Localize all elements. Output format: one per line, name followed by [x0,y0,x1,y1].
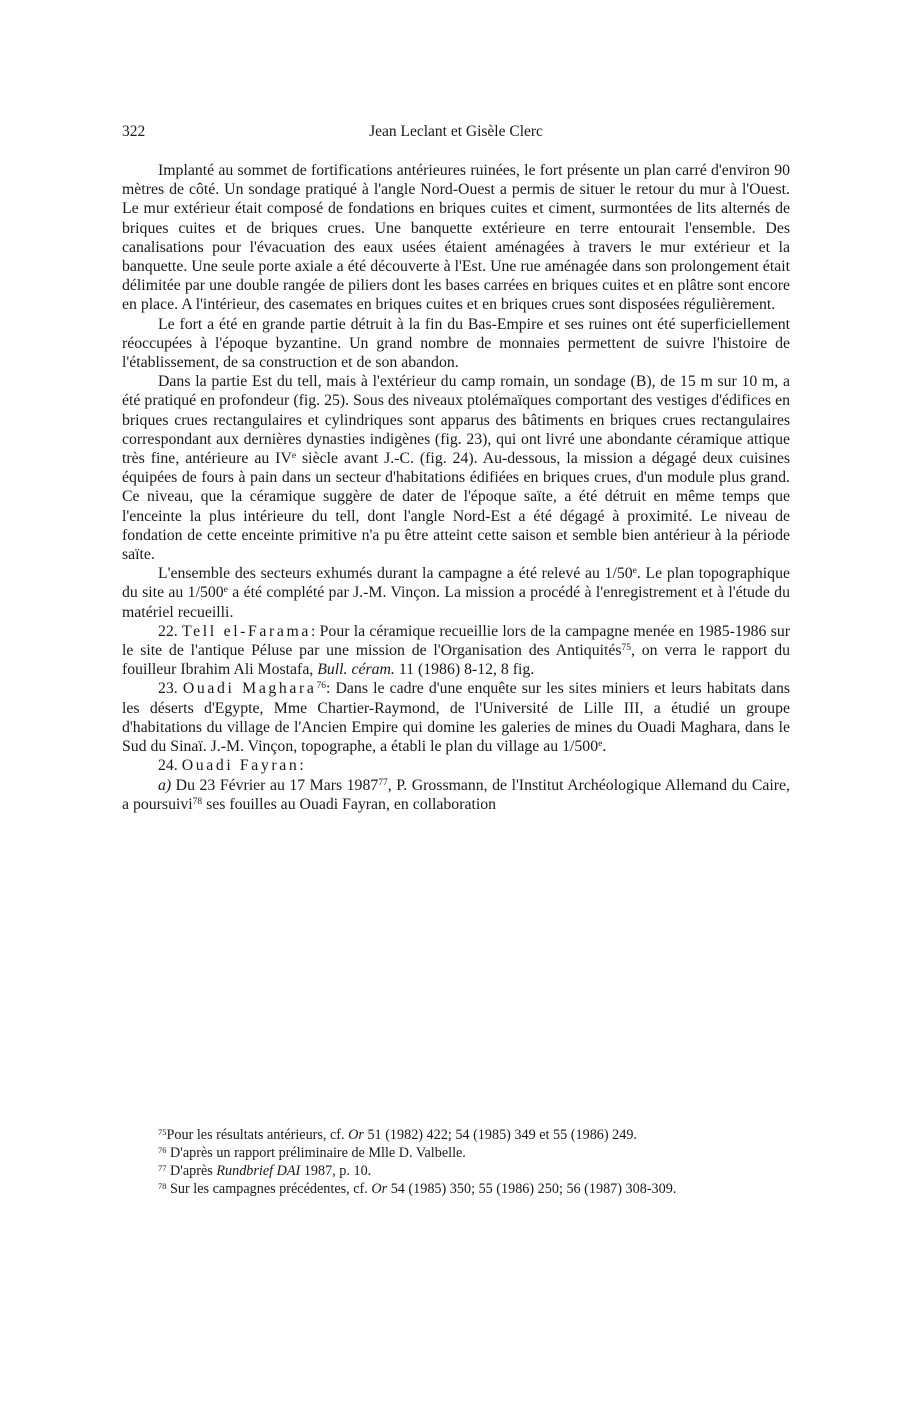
footnote-ref-77: 77 [378,777,388,788]
text-run: ses fouilles au Ouadi Fayran, en collaboration [202,795,497,813]
footnote-number: 76 [158,1145,167,1155]
text-run: 1987, p. 10. [300,1163,372,1179]
text-run: : Dans le cadre d'une enquête sur les sites miniers et leurs habitats dans les déserts d'Egypte, Mme Chartier-Raymond, de l'Université de Lille III, a étudié un groupe d'habitations du village de l'Ancien Empire qui domine les galeries de mines du Ouadi Maghara, dans le Sud du Sinaï. J.-M. Vinçon, topographe, a établi le plan du village au 1/500 [122,680,790,756]
footnote-ref-76: 76 [316,681,327,692]
section-23-ouadi-maghara [122,679,790,756]
superscript: e [291,451,297,462]
text-run: , on verra le rapport du fouilleur Ibrahim Ali Mostafa, [122,642,790,679]
text-run: , P. Grossmann, de l'Institut Archéologique Allemand du Caire, a poursuivi [122,776,790,813]
paragraph-sondage-b [122,372,790,564]
superscript: e [223,585,228,596]
text-run: 11 (1986) 8-12, 8 fig. [394,661,535,679]
section-label: Tell el-Farama [182,622,312,640]
footnote-ref-75: 75 [621,643,632,654]
text-run: L'ensemble des secteurs exhumés durant la campagne a été relevé au 1/50 [158,565,633,583]
section-24-ouadi-fayran [122,756,790,775]
section-number: 24. [158,757,178,775]
section-number: 22. [158,622,178,640]
footnote-77 [122,1162,790,1180]
text-run: Dans la partie Est du tell, mais à l'extérieur du camp romain, un sondage (B), de 15 m sur 10 m, a été pratiqué en profondeur (fig. 25). Sous des niveaux ptolémaïques comportant des vestiges d'édifices en briques crues rectangulaires et cylindriques sont apparus des bâtiments en briques crues rectangulaires correspondant aux dernières dynasties indigènes (fig. 23), qui ont livré une abondante céramique attique très fine, antérieure au IV [122,373,790,468]
footnote-number: 75 [158,1127,167,1137]
text-run: 54 (1985) 350; 55 (1986) 250; 56 (1987) 308-309. [387,1181,677,1197]
section-label: Ouadi Fayran [181,757,300,775]
paragraph-fort-destruction: Le fort a été en grande partie détruit à la fin du Bas-Empire et ses ruines ont été superficiellement réoccupées à l'époque byzantine. Un grand nombre de monnaies permettent de suivre l'histoire de l'établissement, de sa construction et de son abandon. [122,315,790,372]
item-letter: a) [158,776,172,794]
footnotes [122,1126,790,1198]
running-title: Jean Leclant et Gisèle Clerc [369,123,543,140]
text-run: siècle avant J.-C. (fig. 24). Au-dessous, la mission a dégagé deux cuisines équipées de fours à pain dans un secteur d'habitations édifiées en briques crues, d'un module plus grand. Ce niveau, que la céramique suggère de dater de l'époque saïte, a été détruit en même temps que l'enceinte la plus intérieure du tell, dont l'angle Nord-Est a été dégagé à proximité. Le niveau de fondation de cette enceinte primitive n'a pu être atteint cette saison et semble bien antérieur à la période saïte. [122,450,790,564]
superscript: e [632,566,637,577]
text-run: : Pour la céramique recueillie lors de la campagne menée en 1985-1986 sur le site de l'antique Péluse par une mission de l'Organisation des Antiquités [122,622,791,660]
paragraph-fort-description: Implanté au sommet de fortifications antérieures ruinées, le fort présente un plan carré d'environ 90 mètres de côté. Un sondage pratiqué à l'angle Nord-Ouest a permis de situer le retour du mur à l'Ouest. Le mur extérieur était composé de fondations en briques cuites et ciment, surmontées de lits alternés de briques cuites et de briques crues. Une banquette extérieure en terre entourait l'ensemble. Des canalisations pour l'évacuation des eaux usées étaient aménagées à travers le mur extérieur et la banquette. Une seule porte axiale a été découverte à l'Est. Une rue aménagée dans son prolongement était délimitée par une double rangée de piliers dont les bases carrées en briques cuites et en plâtre sont encore en place. A l'intérieur, des casemates en briques cuites et en briques crues sont disposées régulièrement. [122,162,790,314]
section-22-tell-el-farama [122,622,790,680]
paragraph-survey [122,564,790,622]
text-run: 51 (1982) 422; 54 (1985) 349 et 55 (1986) 249. [363,1127,637,1143]
body-text [122,161,790,814]
section-24a [122,776,790,814]
text-run: : [299,757,304,775]
superscript: e [598,739,603,750]
text-run: a été complété par J.-M. Vinçon. La mission a procédé à l'enregistrement et à l'étude du matériel recueilli. [122,584,790,621]
text-run: . Le plan topographique du site au 1/500 [122,565,790,602]
journal-title: Or [371,1181,388,1197]
footnote-number: 77 [158,1163,167,1173]
section-label: Ouadi Maghara [182,680,317,698]
footnote-76 [122,1144,790,1162]
text-run: Pour les résultats antérieurs, cf. [166,1127,349,1143]
footnote-75 [122,1126,790,1144]
section-number: 23. [158,680,178,698]
page-number: 322 [122,123,146,140]
journal-title: Rundbrief DAI [216,1163,301,1179]
footnote-78 [122,1180,790,1198]
text-run: D'après [170,1163,217,1179]
text-run: D'après un rapport préliminaire de Mlle D. Valbelle. [170,1145,466,1161]
footnote-number: 78 [158,1181,167,1191]
text-run: Du 23 Février au 17 Mars 1987 [171,776,379,794]
footnote-ref-78: 78 [192,796,203,807]
page-header [122,121,790,143]
journal-title: Or [348,1127,364,1143]
text-run: Sur les campagnes précédentes, cf. [170,1181,372,1197]
text-run: . [602,738,607,756]
journal-title: Bull. céram. [317,661,395,679]
